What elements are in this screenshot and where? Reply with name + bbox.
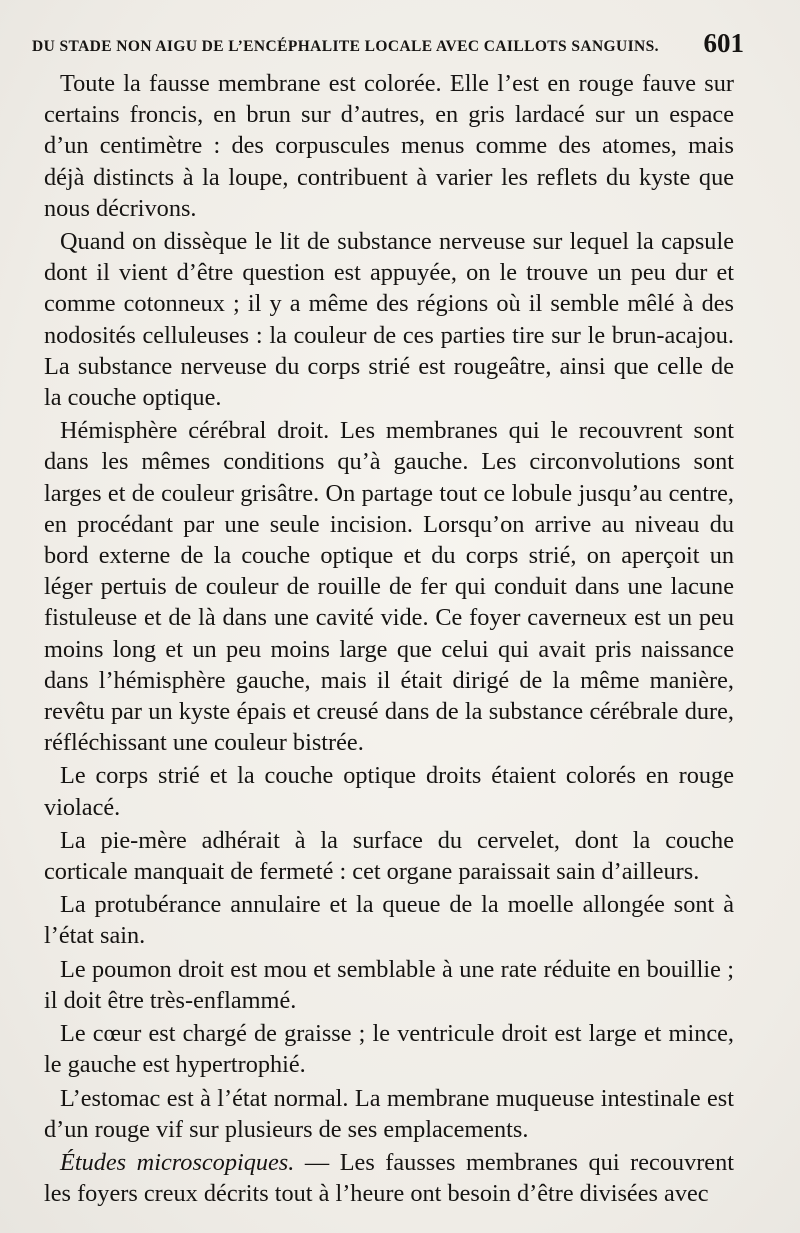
- paragraph: [44, 825, 734, 887]
- paragraph-text: La protubérance annulaire et la queue de la moelle allongée sont à l’état sain.: [44, 891, 734, 950]
- paragraph-text: Le poumon droit est mou et semblable à une rate réduite en bouillie ; il doit être très-enflammé.: [44, 955, 734, 1014]
- paragraph: [44, 1147, 734, 1209]
- paragraph-text: Le cœur est chargé de graisse ; le ventricule droit est large et mince, le gauche est hypertrophié.: [44, 1020, 734, 1079]
- section-lead: Études microscopiques.: [60, 1148, 295, 1176]
- paragraph-text: Quand on dissèque le lit de substance nerveuse sur lequel la capsule dont il vient d’être question est appuyée, on le trouve un peu dur et comme cotonneux ; il y a même des régions où il semble mêlé à des nodosités celluleuses : la couleur de ces parties tire sur le brun-acajou. La substance nerveuse du corps strié est rougeâtre, ainsi que celle de la couche optique.: [44, 228, 734, 412]
- paragraph-text: Toute la fausse membrane est colorée. Elle l’est en rouge fauve sur certains froncis, en brun sur d’autres, en gris lardacé sur un espace d’un centimètre : des corpuscules menus comme des atomes, mais déjà distincts à la loupe, contribuent à varier les reflets du kyste que nous décrivons.: [44, 70, 734, 222]
- paragraph: [44, 954, 734, 1016]
- page-number: 601: [703, 28, 744, 58]
- running-title: DU STADE NON AIGU DE L’ENCÉPHALITE LOCALE AVEC CAILLOTS SANGUINS.: [32, 38, 659, 55]
- page-header: [32, 28, 744, 58]
- paragraph: [44, 415, 734, 758]
- paragraph: [44, 1083, 734, 1145]
- page-body: [44, 68, 734, 1211]
- paragraph-text: Le corps strié et la couche optique droits étaient colorés en rouge violacé.: [44, 762, 734, 821]
- paragraph-text: L’estomac est à l’état normal. La membrane muqueuse intestinale est d’un rouge vif sur plusieurs de ses emplacements.: [44, 1084, 734, 1143]
- paragraph-text: — Les fausses membranes qui recouvrent les foyers creux décrits tout à l’heure ont besoin d’être divisées avec: [44, 1148, 734, 1208]
- paragraph: [44, 1018, 734, 1080]
- paragraph: [44, 226, 734, 413]
- paragraph: [44, 760, 734, 822]
- paragraph: [44, 889, 734, 951]
- paragraph-text: La pie-mère adhérait à la surface du cervelet, dont la couche corticale manquait de fermeté : cet organe paraissait sain d’ailleurs.: [44, 826, 734, 886]
- paragraph: [44, 68, 734, 224]
- paragraph-text: Hémisphère cérébral droit. Les membranes qui le recouvrent sont dans les mêmes conditions qu’à gauche. Les circonvolutions sont larges et de couleur grisâtre. On partage tout ce lobule jusqu’au centre, en procédant par une seule incision. Lorsqu’on arrive au niveau du bord externe de la couche optique et du corps strié, on aperçoit un léger pertuis de couleur de rouille de fer qui conduit dans une lacune fistuleuse et de là dans une cavité vide. Ce foyer caverneux est un peu moins long et un peu moins large que celui qui avait pris naissance dans l’hémisphère gauche, mais il était dirigé de la même manière, revêtu par un kyste épais et creusé dans de la substance cérébrale dure, réfléchissant une couleur bistrée.: [44, 417, 734, 757]
